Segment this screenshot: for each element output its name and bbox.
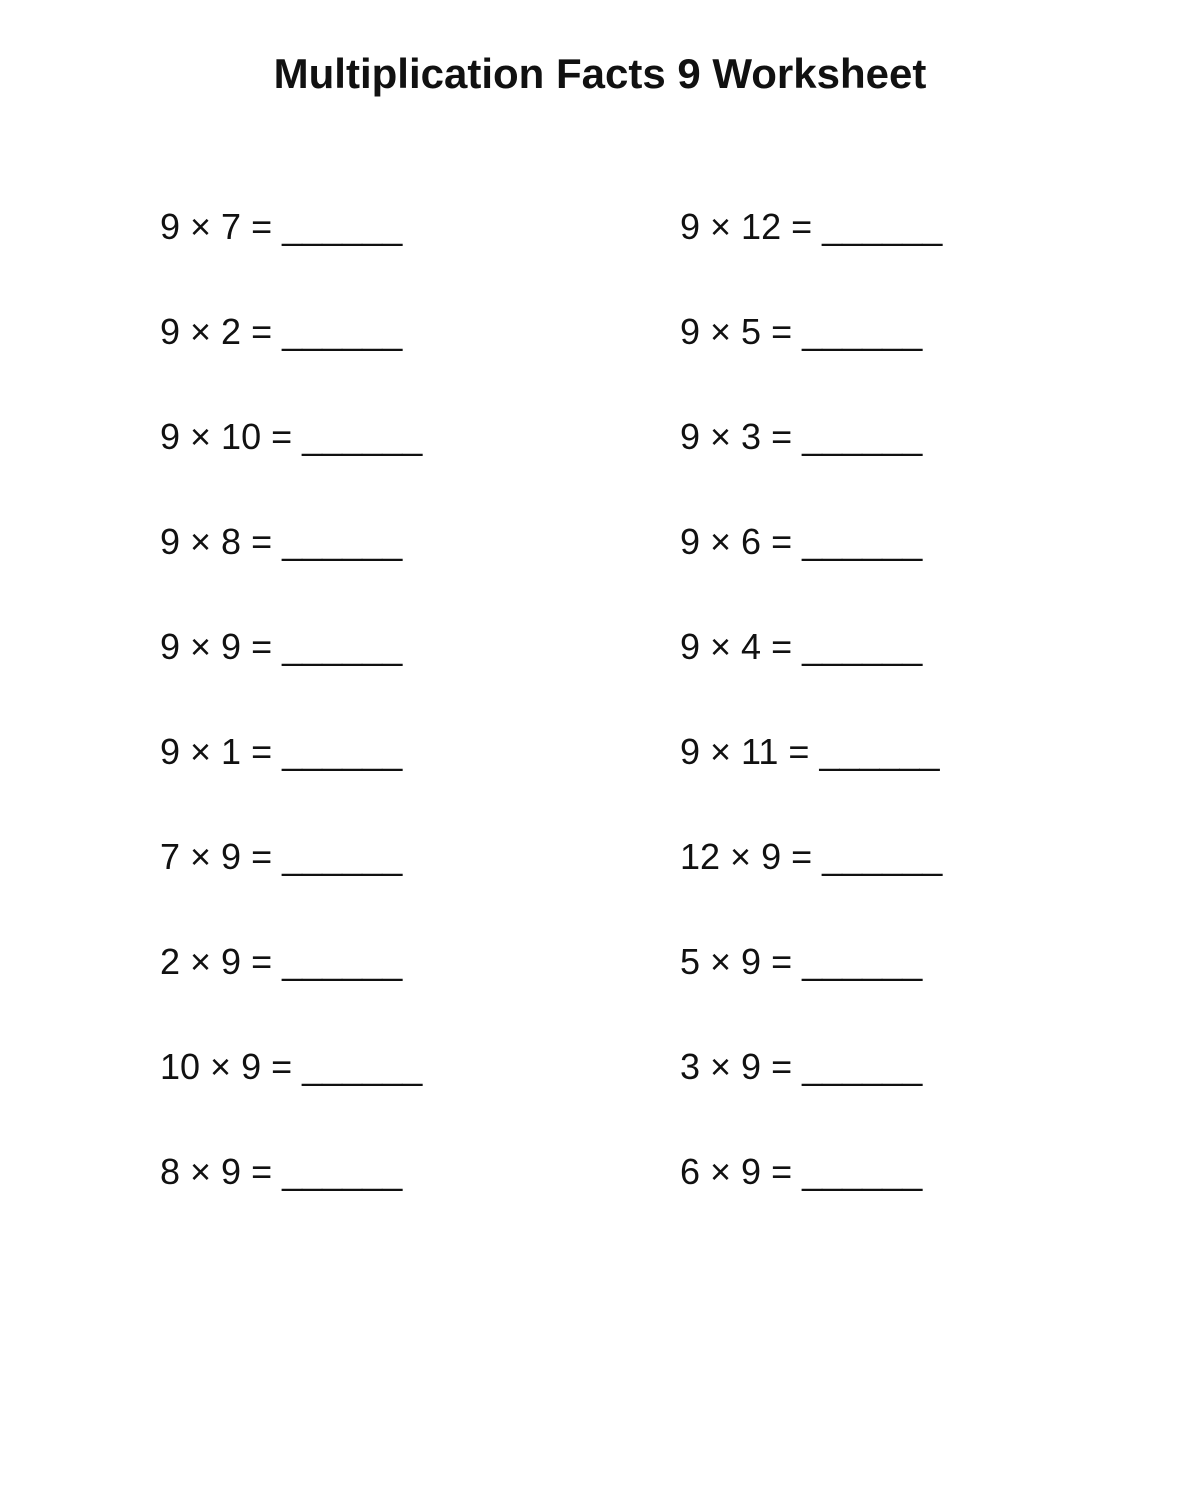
- problem-item: 9 × 4 = ______: [680, 626, 923, 667]
- problem-item: 9 × 2 = ______: [160, 311, 403, 352]
- problem-item: 7 × 9 = ______: [160, 836, 403, 877]
- problem-item: 9 × 10 = ______: [160, 416, 423, 457]
- problem-item: 12 × 9 = ______: [680, 836, 943, 877]
- problem-item: 6 × 9 = ______: [680, 1151, 923, 1192]
- problem-item: 9 × 3 = ______: [680, 416, 923, 457]
- problem-item: 3 × 9 = ______: [680, 1046, 923, 1087]
- problem-item: 9 × 1 = ______: [160, 731, 403, 772]
- problem-item: 2 × 9 = ______: [160, 941, 403, 982]
- problem-item: 9 × 5 = ______: [680, 311, 923, 352]
- problem-item: 9 × 8 = ______: [160, 521, 403, 562]
- problem-grid: [160, 205, 1040, 1255]
- problem-item: 10 × 9 = ______: [160, 1046, 423, 1087]
- problem-item: 9 × 12 = ______: [680, 206, 943, 247]
- problem-item: 9 × 6 = ______: [680, 521, 923, 562]
- problem-item: 9 × 11 = ______: [680, 731, 940, 772]
- problem-item: 5 × 9 = ______: [680, 941, 923, 982]
- problem-item: 8 × 9 = ______: [160, 1151, 403, 1192]
- worksheet-title: Multiplication Facts 9 Worksheet: [273, 50, 927, 97]
- problem-item: 9 × 7 = ______: [160, 206, 403, 247]
- problem-item: 9 × 9 = ______: [160, 626, 403, 667]
